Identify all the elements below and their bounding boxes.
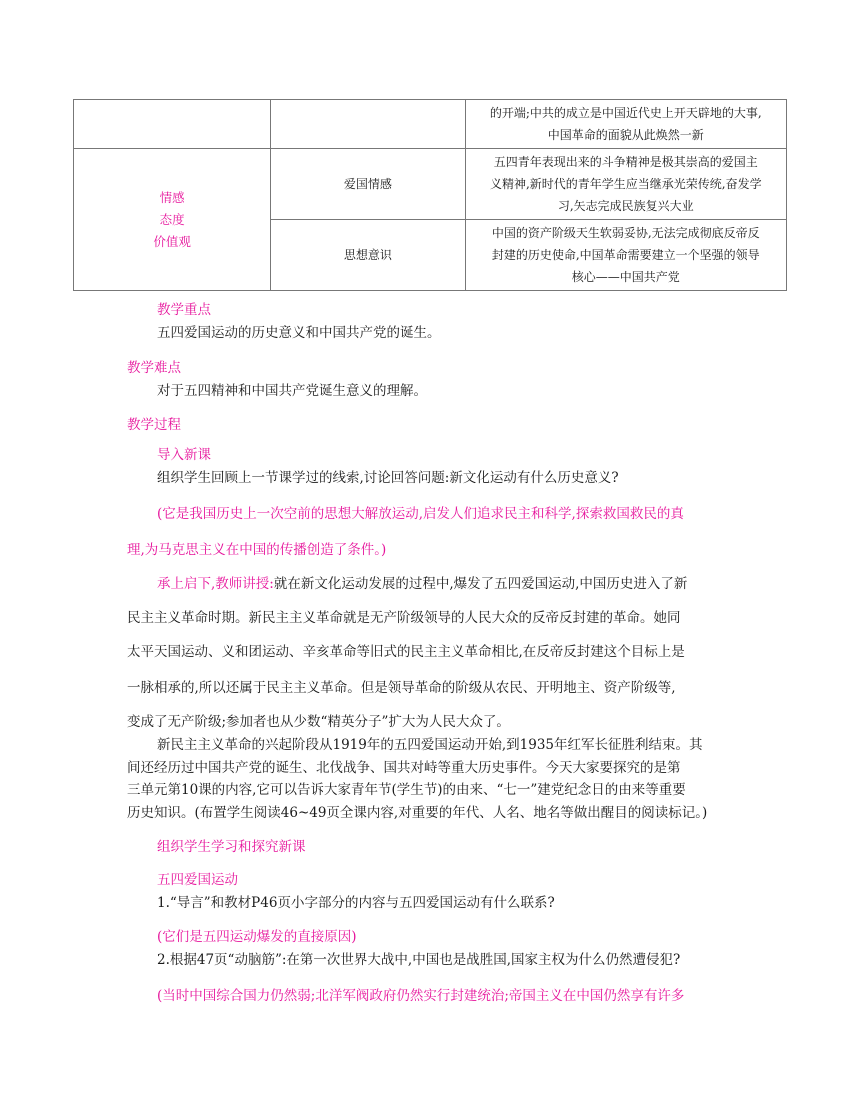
cell-line: 五四青年表现出来的斗争精神是极其崇高的爱国主 <box>493 155 758 169</box>
difficulty-text: 对于五四精神和中国共产党诞生意义的理解。 <box>157 383 427 399</box>
objectives-table <box>73 99 787 291</box>
table-cell <box>271 100 465 149</box>
lecture-lead: 承上启下,教师讲授: <box>157 576 274 592</box>
question-2: 2.根据47页“动脑筋”:在第一次世界大战中,中国也是战胜国,国家主权为什么仍然遭侵犯? <box>157 952 681 968</box>
lecture-line: 变成了无产阶级;参加者也从少数“精英分子”扩大为人民大众了。 <box>127 714 510 730</box>
study-title: 组织学生学习和探究新课 <box>157 839 306 855</box>
cell-line: 中国革命的面貌从此焕然一新 <box>547 128 704 142</box>
paragraph-line: 间还经历过中国共产党的诞生、北伐战争、国共对峙等重大历史事件。今天大家要探究的是第 <box>127 760 681 776</box>
movement-title: 五四爱国运动 <box>157 872 238 888</box>
cell-line: 的开端;中共的成立是中国近代史上开天辟地的大事, <box>489 106 762 120</box>
lecture-line: 民主主义革命时期。新民主主义革命就是无产阶级领导的人民大众的反帝反封建的革命。她同 <box>127 610 681 626</box>
paragraph-line: 历史知识。(布置学生阅读46~49页全课内容,对重要的年代、人名、地名等做出醒目的阅读标记。) <box>127 805 708 821</box>
cell-line: 中国的资产阶级天生软弱妥协,无法完成彻底反帝反 <box>491 226 760 240</box>
table-cell <box>465 100 786 149</box>
process-title: 教学过程 <box>127 417 181 433</box>
table-row <box>74 100 787 149</box>
content-cell <box>465 220 786 291</box>
answer-1: (它们是五四运动爆发的直接原因) <box>157 929 357 945</box>
cell-line: 封建的历史使命,中国革命需要建立一个坚强的领导 <box>491 248 760 262</box>
cell-line: 习,矢志完成民族复兴大业 <box>557 199 694 213</box>
lecture-line <box>157 572 687 592</box>
content-cell <box>465 149 786 220</box>
table-row <box>74 149 787 220</box>
lecture-line: 太平天国运动、义和团运动、辛亥革命等旧式的民主主义革命相比,在反帝反封建这个目标上是 <box>127 644 685 660</box>
lecture-text: 就在新文化运动发展的过程中,爆发了五四爱国运动,中国历史进入了新 <box>273 576 688 592</box>
intro-question: 组织学生回顾上一节课学过的线索,讨论回答问题:新文化运动有什么历史意义? <box>157 470 619 486</box>
focus-text: 五四爱国运动的历史意义和中国共产党的诞生。 <box>157 325 441 341</box>
intro-title: 导入新课 <box>157 447 211 463</box>
category-line: 价值观 <box>153 233 191 249</box>
intro-answer-line: (它是我国历史上一次空前的思想大解放运动,启发人们追求民主和科学,探索救国救民的真 <box>157 506 684 522</box>
cell-line: 义精神,新时代的青年学生应当继承光荣传统,奋发学 <box>489 177 762 191</box>
answer-2: (当时中国综合国力仍然弱;北洋军阀政府仍然实行封建统治;帝国主义在中国仍然享有许多 <box>157 988 685 1004</box>
paragraph-line: 三单元第10课的内容,它可以告诉大家青年节(学生节)的由来、“七一”建党纪念日的由来等重要 <box>127 782 686 798</box>
cell-line: 核心——中国共产党 <box>571 270 680 284</box>
category-cell <box>74 149 271 291</box>
category-line: 态度 <box>159 211 185 227</box>
lecture-line: 一脉相承的,所以还属于民主主义革命。但是领导革命的阶级从农民、开明地主、资产阶级等, <box>127 680 676 696</box>
paragraph-line: 新民主主义革命的兴起阶段从1919年的五四爱国运动开始,到1935年红军长征胜利结束。其 <box>157 737 703 753</box>
subcategory-cell: 思想意识 <box>271 220 465 291</box>
focus-title: 教学重点 <box>157 302 211 318</box>
subcategory-cell: 爱国情感 <box>271 149 465 220</box>
question-1: 1.“导言”和教材P46页小字部分的内容与五四爱国运动有什么联系? <box>157 895 555 911</box>
intro-answer-line: 理,为马克思主义在中国的传播创造了条件。) <box>127 542 387 558</box>
difficulty-title: 教学难点 <box>127 360 181 376</box>
table-cell <box>74 100 271 149</box>
category-line: 情感 <box>159 189 185 205</box>
